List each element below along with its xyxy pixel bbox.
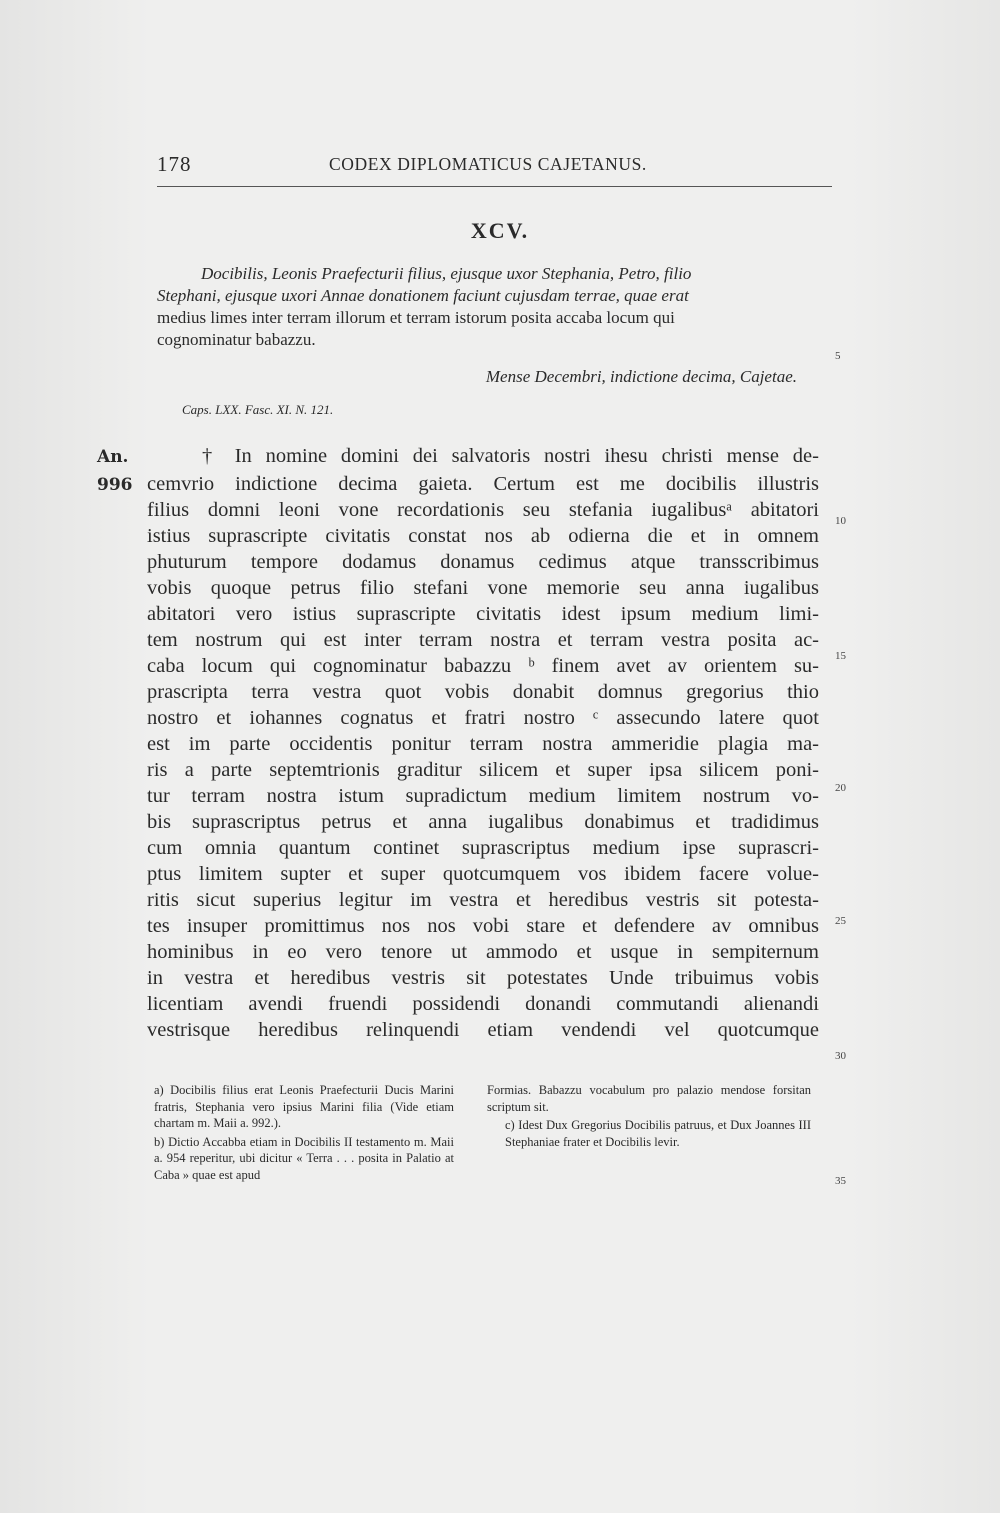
text-line: licentiam avendi fruendi possidendi donandi commutandi alienandi	[147, 993, 819, 1015]
page-number: 178	[157, 152, 192, 176]
line-number: 15	[835, 650, 846, 662]
text-line: hominibus in eo vero tenore ut ammodo et usque in sempiternum	[147, 941, 819, 963]
text-line: phuturum tempore dodamus donamus cedimus atque transscribimus	[147, 551, 819, 573]
header-rule	[157, 186, 832, 187]
text-line: ris a parte septemtrionis graditur silicem et super ipsa silicem poni-	[147, 759, 819, 781]
text-line: vestrisque heredibus relinquendi etiam vendendi vel quotcumque	[147, 1019, 819, 1041]
summary-line: Stephani, ejusque uxori Annae donationem faciunt cujusdam terrae, quae erat	[157, 286, 689, 305]
text-line: tem nostrum qui est inter terram nostra et terram vestra posita ac-	[147, 629, 819, 651]
footnote-a: a) Docibilis filius erat Leonis Praefecturii Ducis Marini fratris, Stephania vero ipsius Marini filia (Vide etiam chartam m. Maii a. 992.).	[154, 1083, 454, 1130]
summary-line: cognominatur babazzu.	[157, 330, 316, 349]
text-line: bis suprascriptus petrus et anna iugalibus donabimus et tradidimus	[147, 811, 819, 833]
footnotes-left-column	[136, 1082, 454, 1185]
footnotes	[136, 1082, 812, 1192]
text-line: tes insuper promittimus nos nos vobi stare et defendere av omnibus	[147, 915, 819, 937]
line-number: 20	[835, 782, 846, 794]
text-line: istius suprascripte civitatis constat nos ab odierna die et in omnem	[147, 525, 819, 547]
summary-line: Docibilis, Leonis Praefecturii filius, ejusque uxor Stephania, Petro, filio	[201, 264, 692, 283]
line-number: 5	[835, 350, 841, 362]
text-line: ptus limitem supter et super quotcumquem vos ibidem facere volue-	[147, 863, 819, 885]
document-number: XCV.	[470, 218, 530, 243]
text-line: cum omnia quantum continet suprascriptus medium ipse suprascri-	[147, 837, 819, 859]
text-line: † In nomine domini dei salvatoris nostri ihesu christi mense de-	[202, 445, 819, 467]
dateline: Mense Decembri, indictione decima, Cajetae.	[485, 367, 797, 386]
footnote-b: b) Dictio Accabba etiam in Docibilis II testamento m. Maii a. 954 reperitur, ubi dicitur « Terra . . . posita in Palatio at Caba » quae est apud	[154, 1134, 454, 1182]
text-line: in vestra et heredibus vestris sit potestates Unde tribuimus vobis	[147, 967, 819, 989]
page-header	[157, 152, 832, 182]
text-line: ritis sicut superius legitur im vestra et heredibus vestris sit potesta-	[147, 889, 819, 911]
footnotes-right-column	[487, 1082, 811, 1152]
document-summary	[157, 263, 822, 351]
text-line: nostro et iohannes cognatus et fratri nostro ᶜ assecundo latere quot	[147, 707, 819, 729]
footnote-c: c) Idest Dux Gregorius Docibilis patruus, et Dux Joannes III Stephaniae frater et Docibilis levir.	[505, 1118, 811, 1149]
line-number: 10	[835, 515, 846, 527]
text-line: est im parte occidentis ponitur terram nostra ammeridie plagia ma-	[147, 733, 819, 755]
text-line: prascripta terra vestra quot vobis donabit domnus gregorius thio	[147, 681, 819, 703]
running-head: CODEX DIPLOMATICUS CAJETANUS.	[329, 154, 647, 174]
line-number: 25	[835, 915, 846, 927]
footnote-b-continued: Formias. Babazzu vocabulum pro palazio mendose forsitan scriptum sit.	[487, 1083, 811, 1114]
archive-reference: Caps. LXX. Fasc. XI. N. 121.	[182, 402, 334, 417]
line-number: 35	[835, 1175, 846, 1187]
summary-line: medius limes inter terram illorum et terram istorum posita accaba locum qui	[157, 308, 675, 327]
text-line: caba locum qui cognominatur babazzu ᵇ finem avet av orientem su-	[147, 655, 819, 677]
text-line: filius domni leoni vone recordationis seu stefania iugalibusᵃ abitatori	[147, 499, 819, 521]
margin-label: An.	[97, 447, 129, 467]
line-number: 30	[835, 1050, 846, 1062]
margin-year: 996	[97, 475, 133, 495]
text-line: vobis quoque petrus filio stefani vone memorie seu anna iugalibus	[147, 577, 819, 599]
text-line: cemvrio indictione decima gaieta. Certum est me docibilis illustris	[147, 473, 819, 495]
text-line: abitatori vero istius suprascripte civitatis idest ipsum medium limi-	[147, 603, 819, 625]
text-line: tur terram nostra istum supradictum medium limitem nostrum vo-	[147, 785, 819, 807]
